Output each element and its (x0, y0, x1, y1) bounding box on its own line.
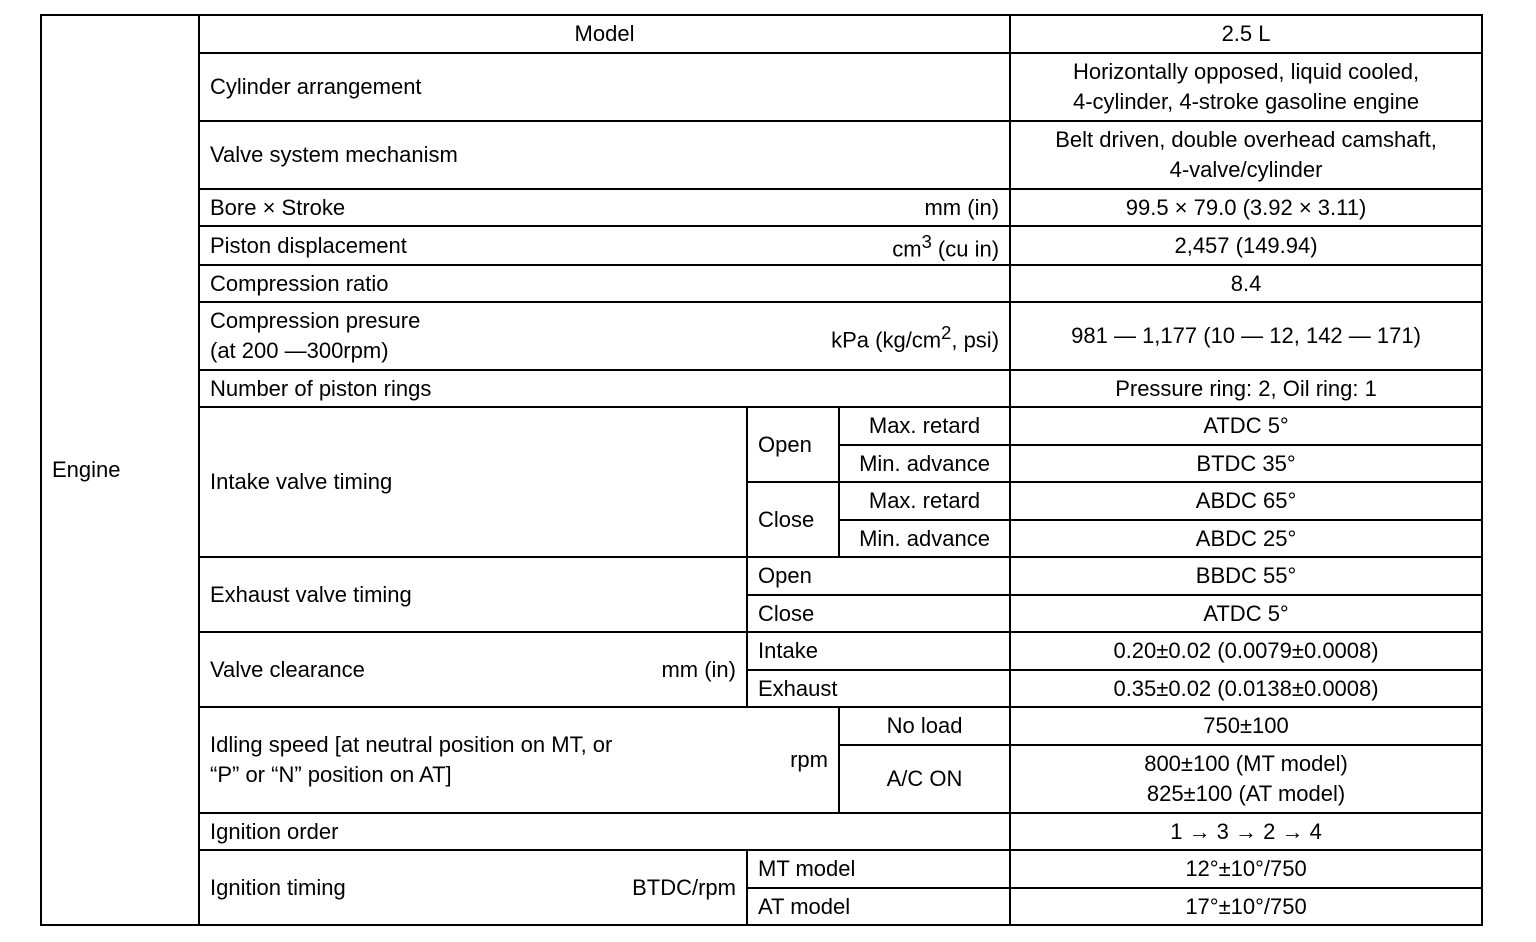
ignition-timing-unit: BTDC/rpm (632, 874, 736, 900)
intake-open-min-advance: Min. advance (839, 445, 1010, 482)
compression-pressure-label: Compression presure (at 200 —300rpm) (210, 308, 421, 364)
exhaust-timing-label: Exhaust valve timing (199, 557, 747, 632)
piston-rings-label: Number of piston rings (199, 370, 1010, 407)
intake-open-min-value: BTDC 35° (1010, 445, 1482, 482)
ignition-at-value: 17°±10°/750 (1010, 888, 1482, 925)
valve-system-value: Belt driven, double overhead camshaft, 4-valve/cylinder (1010, 121, 1482, 189)
valve-system-label: Valve system mechanism (199, 121, 1010, 189)
valve-clearance-intake-label: Intake (747, 632, 1010, 670)
idling-no-load-label: No load (839, 707, 1010, 745)
intake-open-max-value: ATDC 5° (1010, 407, 1482, 445)
idling-speed-label: Idling speed [at neutral position on MT, or “P” or “N” position on AT] (210, 732, 613, 788)
valve-clearance-exhaust-value: 0.35±0.02 (0.0138±0.0008) (1010, 670, 1482, 707)
bore-stroke-cell (199, 189, 1010, 226)
displacement-unit: $cm^3$ (cu in) (892, 231, 1000, 262)
cylinder-value: Horizontally opposed, liquid cooled, 4-cylinder, 4-stroke gasoline engine (1010, 53, 1482, 121)
model-label: Model (199, 15, 1010, 53)
compression-pressure-unit: kPa ($kg/cm^2$, psi) (831, 321, 1000, 352)
intake-open-max-retard: Max. retard (839, 407, 1010, 445)
compression-ratio-value: 8.4 (1010, 265, 1482, 302)
ignition-timing-label: Ignition timing (210, 874, 346, 900)
bore-stroke-unit: mm (in) (924, 194, 1000, 220)
valve-clearance-label: Valve clearance (210, 656, 365, 682)
engine-spec-table (40, 14, 1483, 926)
ignition-order-label: Ignition order (199, 813, 1010, 850)
compression-pressure-value: 981 — 1,177 (10 — 12, 142 — 171) (1010, 302, 1482, 370)
compression-pressure-cell (199, 302, 1010, 370)
ignition-order-value: 1 → 3 → 2 → 4 (1010, 813, 1482, 850)
valve-clearance-unit: mm (in) (661, 656, 736, 682)
valve-clearance-intake-value: 0.20±0.02 (0.0079±0.0008) (1010, 632, 1482, 670)
intake-close-min-advance: Min. advance (839, 520, 1010, 557)
exhaust-open-value: BBDC 55° (1010, 557, 1482, 595)
intake-close-min-value: ABDC 25° (1010, 520, 1482, 557)
intake-open-label: Open (747, 407, 839, 482)
exhaust-close-label: Close (747, 595, 1010, 632)
cylinder-label: Cylinder arrangement (199, 53, 1010, 121)
intake-close-max-retard: Max. retard (839, 482, 1010, 520)
valve-clearance-exhaust-label: Exhaust (747, 670, 1010, 707)
ignition-mt-value: 12°±10°/750 (1010, 850, 1482, 888)
ignition-timing-cell (199, 850, 747, 925)
bore-stroke-label: Bore × Stroke (210, 194, 346, 220)
section-label: Engine (41, 15, 199, 925)
compression-ratio-label: Compression ratio (199, 265, 1010, 302)
idling-ac-on-value: 800±100 (MT model) 825±100 (AT model) (1010, 745, 1482, 813)
idling-speed-cell (199, 707, 839, 813)
piston-rings-value: Pressure ring: 2, Oil ring: 1 (1010, 370, 1482, 407)
displacement-label: Piston displacement (210, 232, 407, 258)
exhaust-open-label: Open (747, 557, 1010, 595)
intake-timing-label: Intake valve timing (199, 407, 747, 557)
idling-speed-unit: rpm (790, 747, 828, 773)
exhaust-close-value: ATDC 5° (1010, 595, 1482, 632)
displacement-cell (199, 226, 1010, 265)
bore-stroke-value: 99.5 × 79.0 (3.92 × 3.11) (1010, 189, 1482, 226)
intake-close-max-value: ABDC 65° (1010, 482, 1482, 520)
model-value: 2.5 L (1010, 15, 1482, 53)
idling-ac-on-label: A/C ON (839, 745, 1010, 813)
ignition-at-label: AT model (747, 888, 1010, 925)
ignition-mt-label: MT model (747, 850, 1010, 888)
valve-clearance-cell (199, 632, 747, 707)
intake-close-label: Close (747, 482, 839, 557)
idling-no-load-value: 750±100 (1010, 707, 1482, 745)
displacement-value: 2,457 (149.94) (1010, 226, 1482, 265)
